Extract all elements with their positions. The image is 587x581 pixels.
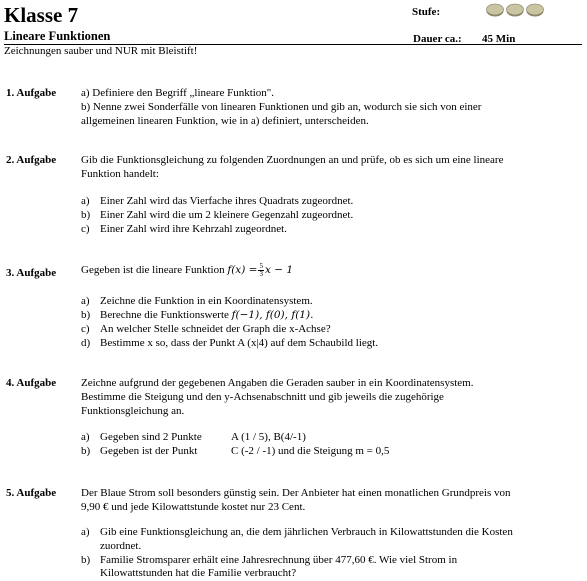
task-5-item-a-cont [81, 540, 141, 552]
item-marker: b) [81, 209, 91, 221]
formula-fraction [258, 263, 264, 278]
task-3-intro [81, 263, 293, 278]
item-text: Einer Zahl wird ihre Kehrzahl zugeordnet. [100, 223, 287, 235]
item-text: Berechne die Funktionswerte [100, 309, 229, 321]
item-marker: a) [81, 295, 90, 307]
task-1-line: a) Definiere den Begriff „lineare Funktion". [81, 87, 275, 99]
task-5-label: 5. Aufgabe [6, 487, 57, 499]
item-marker: b) [81, 445, 91, 457]
item-marker: a) [81, 195, 90, 207]
task-2-item-b [81, 209, 353, 221]
task-4-item-a-detail: A (1 / 5), B(4/-1) [231, 431, 306, 443]
page-title: Klasse 7 [4, 3, 79, 27]
task-4-item-b-detail: C (-2 / -1) und die Steigung m = 0,5 [231, 445, 390, 457]
item-text: Zeichne die Funktion in ein Koordinatensystem. [100, 295, 313, 307]
stufe-label: Stufe: [412, 6, 441, 18]
item-marker: c) [81, 223, 90, 235]
item-marker: b) [81, 309, 91, 321]
item-marker: d) [81, 337, 91, 349]
task-3-item-b [81, 309, 313, 321]
task-3-label: 3. Aufgabe [6, 267, 57, 279]
item-text: Kilowattstunden hat die Familie verbraucht? [100, 567, 297, 579]
item-marker: b) [81, 554, 91, 566]
intro-text: Gegeben ist die lineare Funktion [81, 264, 225, 277]
coin-icon [527, 4, 544, 17]
task-3-item-d [81, 337, 378, 349]
item-text: zuordnet. [100, 540, 142, 552]
task-2-item-a [81, 195, 353, 207]
item-marker: c) [81, 323, 90, 335]
coin-icon [487, 4, 504, 17]
task-3-item-a [81, 295, 313, 307]
item-text: An welcher Stelle schneidet der Graph die x-Achse? [100, 323, 331, 335]
page-subtitle: Lineare Funktionen [4, 29, 111, 43]
item-text: Einer Zahl wird die um 2 kleinere Gegenzahl zugeordnet. [100, 209, 354, 221]
task-4-intro: Bestimme die Steigung und den y-Achsenabschnitt und gib jeweils die zugehörige [81, 391, 444, 403]
item-text: Bestimme x so, dass der Punkt A (x|4) auf dem Schaubild liegt. [100, 337, 379, 349]
task-4-label: 4. Aufgabe [6, 377, 57, 389]
duration-label: Dauer ca.: [413, 33, 462, 45]
item-marker: a) [81, 526, 90, 538]
task-4-intro: Zeichne aufgrund der gegebenen Angaben die Geraden sauber in ein Koordinatensystem. [81, 377, 474, 389]
fraction-numerator: 5 [259, 262, 263, 270]
item-text: Gegeben sind 2 Punkte [100, 431, 202, 443]
task-5-item-b-cont [81, 567, 296, 579]
formula-lhs: f(x) = [227, 264, 258, 277]
task-2-label: 2. Aufgabe [6, 154, 57, 166]
item-text: Gib eine Funktionsgleichung an, die dem jährlichen Verbrauch in Kilowattstunden die Kosten [100, 526, 513, 538]
task-4-item-b [81, 445, 197, 457]
pencil-note: Zeichnungen sauber und NUR mit Bleistift! [4, 45, 198, 57]
item-text: Familie Stromsparer erhält eine Jahresrechnung über 477,60 €. Wie viel Strom in [100, 554, 458, 566]
task-2-intro: Funktion handelt: [81, 168, 159, 180]
fraction-denominator: 3 [259, 270, 263, 278]
task-3-item-c [81, 323, 331, 335]
coin-icon [507, 4, 524, 17]
task-5-intro: 9,90 € und jede Kilowattstunde kostet nur 23 Cent. [81, 501, 306, 513]
task-4-item-a [81, 431, 202, 443]
task-1-line: b) Nenne zwei Sonderfälle von linearen Funktionen und gib an, wodurch sie sich von einer [81, 101, 482, 113]
item-text: Einer Zahl wird das Vierfache ihres Quadrats zugeordnet. [100, 195, 354, 207]
task-5-item-a [81, 526, 513, 538]
duration-value: 45 Min [482, 33, 516, 45]
task-2-intro: Gib die Funktionsgleichung zu folgenden Zuordnungen an und prüfe, ob es sich um eine lineare [81, 154, 504, 166]
item-marker: a) [81, 431, 90, 443]
task-1-label: 1. Aufgabe [6, 87, 57, 99]
task-5-item-b [81, 554, 457, 566]
item-math: f(−1), f(0), f(1). [231, 309, 314, 321]
item-text: Gegeben ist der Punkt [100, 445, 198, 457]
task-4-intro: Funktionsgleichung an. [81, 405, 185, 417]
formula-rhs: x − 1 [264, 264, 294, 277]
task-2-item-c [81, 223, 287, 235]
difficulty-coins [486, 2, 546, 18]
task-1-line: allgemeinen linearen Funktion, wie in a) definiert, unterscheiden. [81, 115, 369, 127]
task-5-intro: Der Blaue Strom soll besonders günstig sein. Der Anbieter hat einen monatlichen Grundpreis von [81, 487, 511, 499]
